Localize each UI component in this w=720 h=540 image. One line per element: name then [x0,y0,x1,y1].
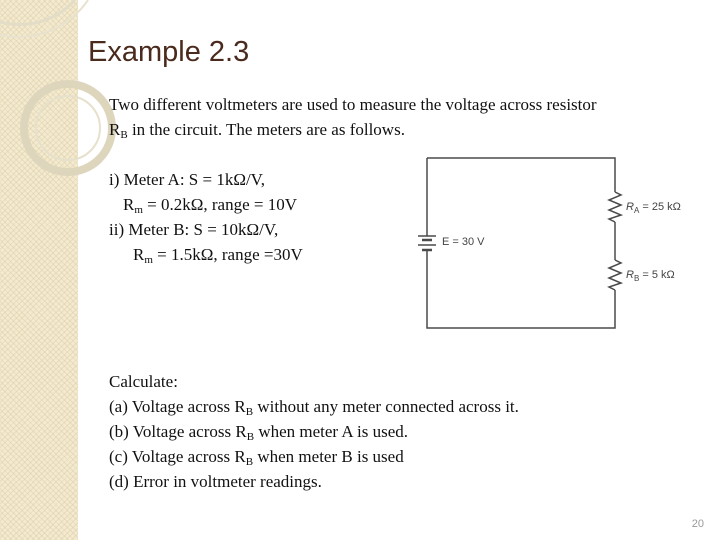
slide-title: Example 2.3 [88,36,250,68]
page-number: 20 [691,518,704,530]
question-a: (a) Voltage across $R_B$ without any meter connected across it. [109,397,519,418]
meter-spec-list [109,167,303,267]
resistor-a-label: $R_A = 25$ kΩ [626,201,681,215]
battery-icon [418,236,436,250]
intro-paragraph [109,92,597,142]
intro-line-2: $R_B$ in the circuit. The meters are as follows. [109,120,405,141]
question-d: (d) Error in voltmeter readings. [109,472,322,491]
source-label: E = 30 V [442,236,485,248]
circuit-diagram [410,150,695,335]
meter-b-resistance: $R_m = 1.5k\Omega$, range =30V [133,245,303,266]
questions-heading: Calculate: [109,372,178,391]
meter-b-spec: ii) Meter B: S = 10kΩ/V, [109,220,279,239]
intro-line-1: Two different voltmeters are used to measure the voltage across resistor [109,95,597,114]
meter-a-resistance: $R_m = 0.2k\Omega$, range = 10V [123,195,297,216]
resistor-b-label: $R_B = 5$ kΩ [626,269,675,283]
question-b: (b) Voltage across $R_B$ when meter A is used. [109,422,408,443]
meter-a-spec: i) Meter A: S = 1kΩ/V, [109,170,266,189]
question-c: (c) Voltage across $R_B$ when meter B is used [109,447,404,468]
questions-list [109,369,519,494]
